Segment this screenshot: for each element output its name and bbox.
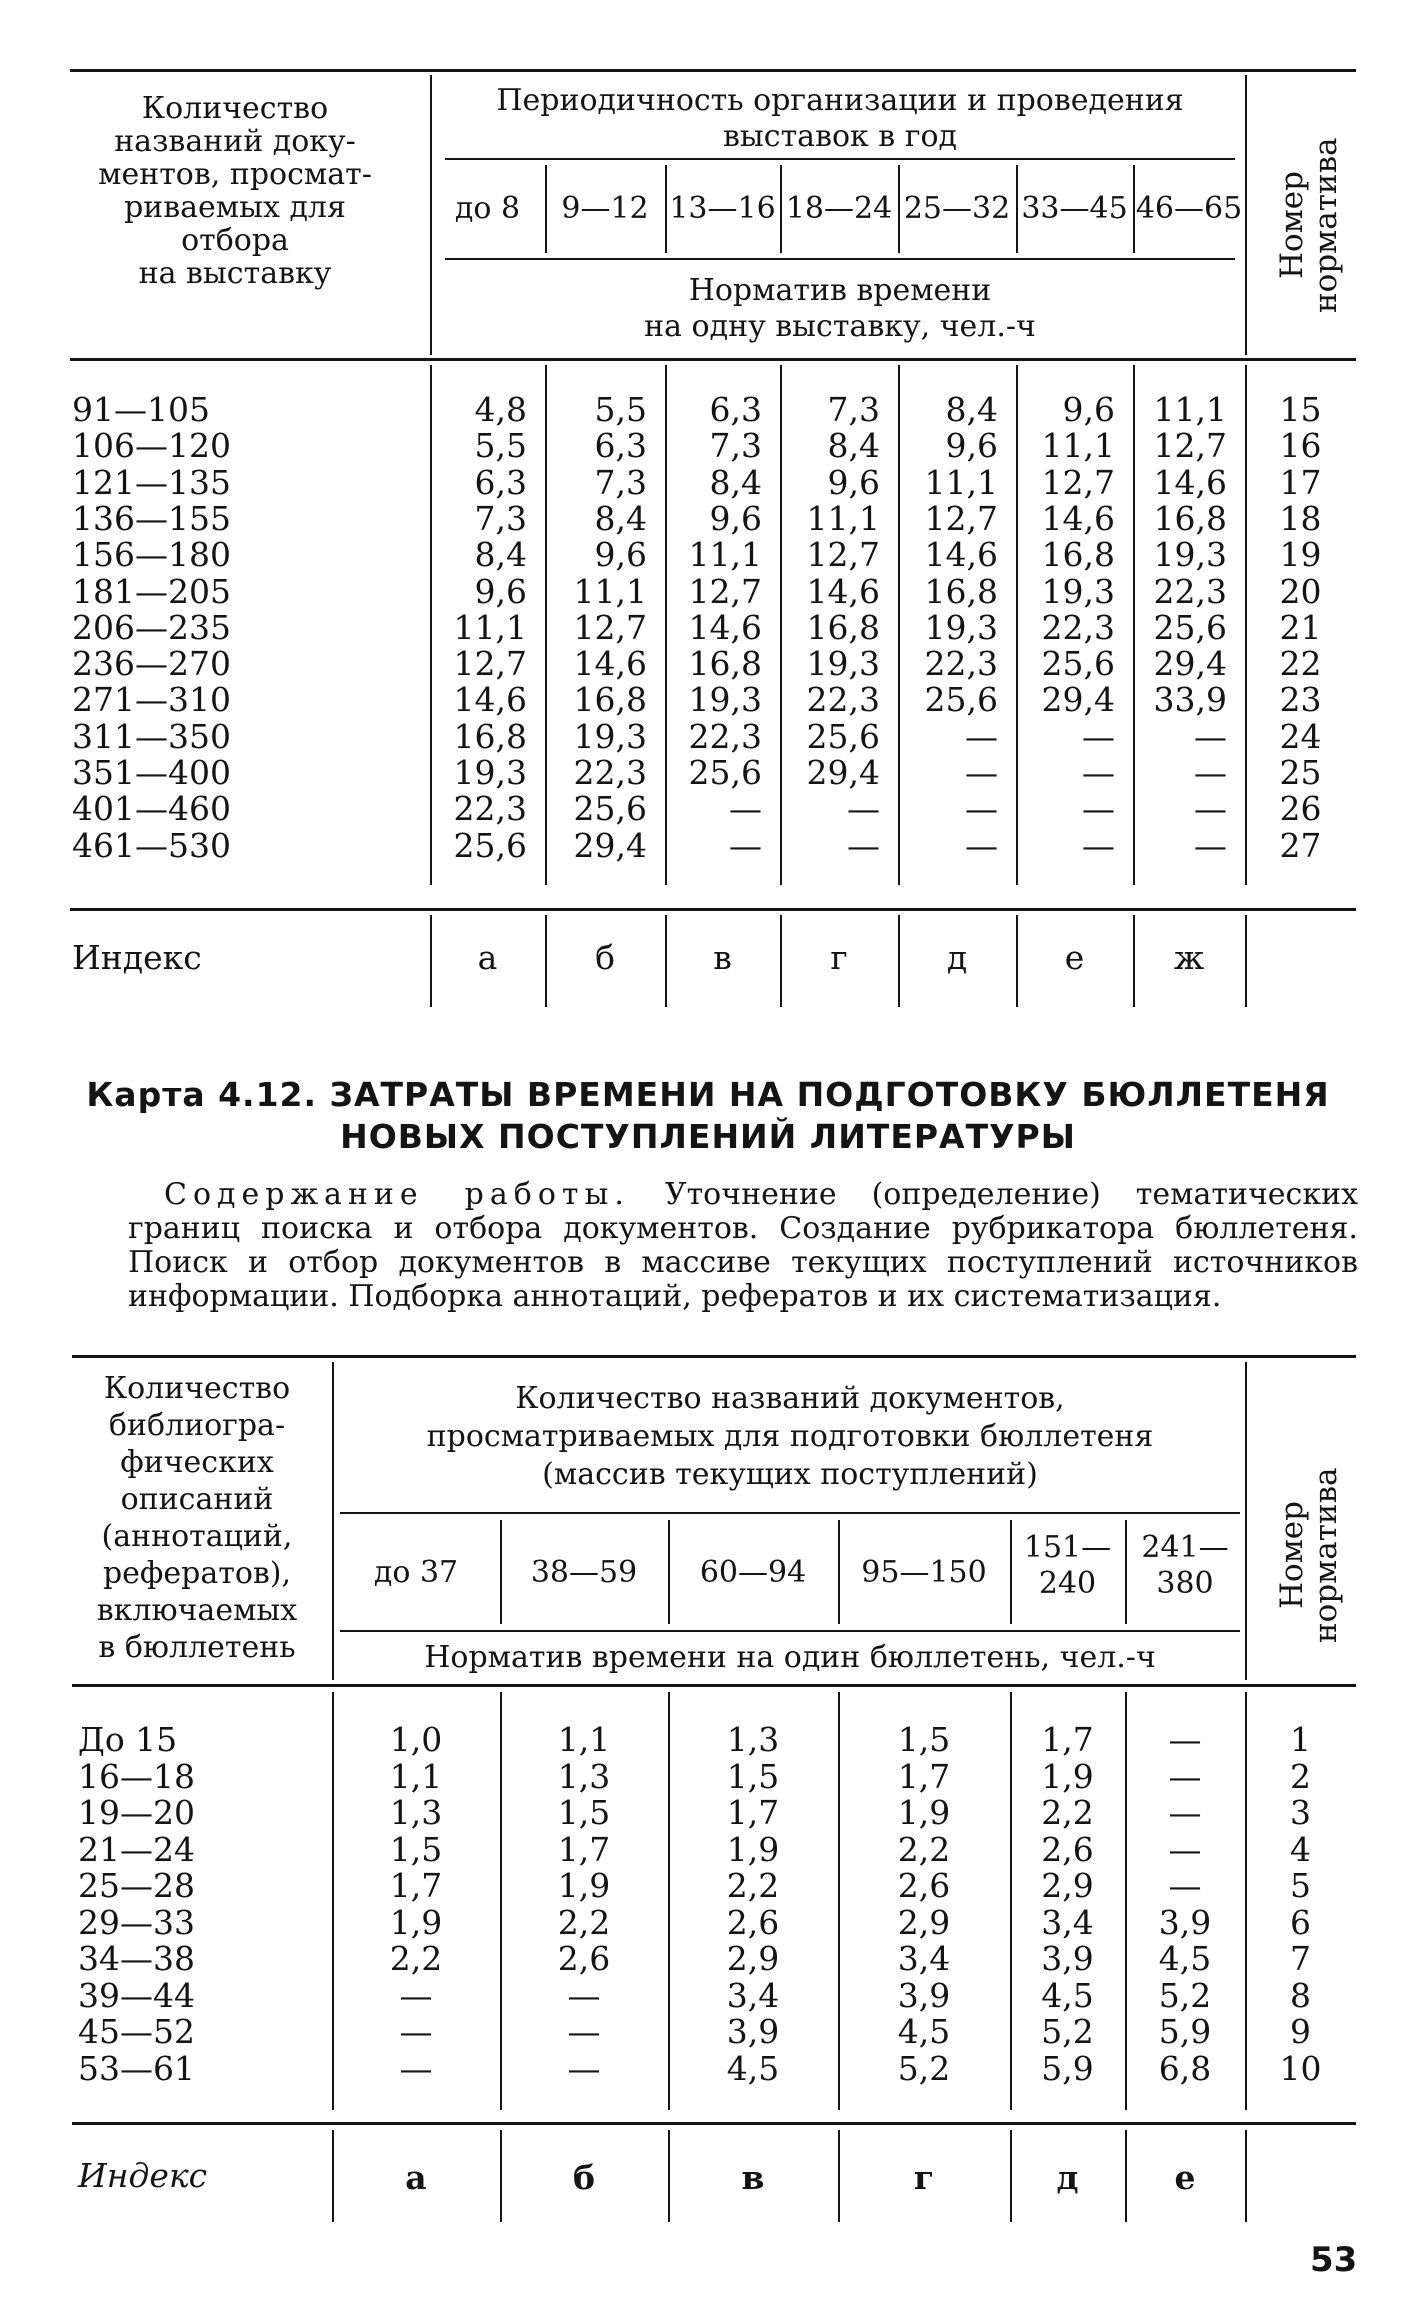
table-cell: 1,9 xyxy=(726,1830,780,1869)
norm-number: 2 xyxy=(1290,1757,1311,1796)
table-cell: — xyxy=(1168,1866,1202,1905)
column-header: 46—65 xyxy=(1135,191,1243,226)
norm-number: 19 xyxy=(1279,535,1322,574)
table-cell: 2,2 xyxy=(897,1830,951,1869)
row-label: 106—120 xyxy=(72,426,231,465)
table-body-bottom-rule xyxy=(72,2122,1356,2125)
table-cell: — xyxy=(399,2012,433,2051)
table-cell: 2,2 xyxy=(1041,1793,1094,1832)
table-cell: 2,2 xyxy=(389,1939,443,1978)
column-header: 151— 240 xyxy=(1023,1530,1112,1601)
norm-number: 3 xyxy=(1290,1793,1311,1832)
table-cell: 8,4 xyxy=(594,499,647,538)
table-cell: 1,1 xyxy=(557,1720,611,1759)
table-cell: — xyxy=(729,789,762,828)
table-cell: 3,9 xyxy=(1041,1939,1094,1978)
row-label: 236—270 xyxy=(72,644,231,683)
table-cell: 8,4 xyxy=(945,390,998,429)
norm-number: 26 xyxy=(1279,789,1322,828)
table-cell: 29,4 xyxy=(1041,680,1115,719)
table-cell: 2,6 xyxy=(557,1939,611,1978)
row-label: 53—61 xyxy=(78,2049,195,2088)
index-value: а xyxy=(477,938,498,977)
table-cell: 1,5 xyxy=(897,1720,951,1759)
table-cell: 14,6 xyxy=(573,644,647,683)
table-cell: 25,6 xyxy=(573,789,647,828)
table-cell: 19,3 xyxy=(924,608,998,647)
table-cell: 16,8 xyxy=(573,680,647,719)
row-label: 461—530 xyxy=(72,826,231,865)
table-cell: 19,3 xyxy=(573,717,647,756)
table-cell: 7,3 xyxy=(594,463,647,502)
table-cell: 12,7 xyxy=(453,644,527,683)
table-cell: 1,7 xyxy=(1041,1720,1094,1759)
index-value: г xyxy=(913,2158,935,2197)
table-cell: 29,4 xyxy=(806,753,880,792)
index-value: а xyxy=(405,2158,427,2197)
table-cell: 1,3 xyxy=(389,1793,443,1832)
row-label: 351—400 xyxy=(72,753,231,792)
table-cell: 4,8 xyxy=(474,390,527,429)
card-title-line1: Карта 4.12. ЗАТРАТЫ ВРЕМЕНИ НА ПОДГОТОВКУ БЮЛЛЕТЕНЯ xyxy=(86,1075,1330,1114)
table-cell: 1,7 xyxy=(389,1866,443,1905)
row-label: 29—33 xyxy=(78,1903,195,1942)
table-cell: 5,9 xyxy=(1158,2012,1212,2051)
table-cell: 2,9 xyxy=(726,1939,780,1978)
table-cell: 7,3 xyxy=(827,390,880,429)
header-divider xyxy=(332,1362,334,1680)
table-cell: — xyxy=(729,826,762,865)
table-cell: 22,3 xyxy=(1153,572,1227,611)
row-label: 136—155 xyxy=(72,499,231,538)
table-cell: 11,1 xyxy=(806,499,880,538)
column-header: до 8 xyxy=(454,191,521,226)
table-cell: — xyxy=(399,2049,433,2088)
table-cell: — xyxy=(1168,1830,1202,1869)
group-header: Количество названий документов, просматриваемых для подготовки бюллетеня (массив текущих поступлений) xyxy=(426,1381,1154,1492)
row-label: 21—24 xyxy=(78,1830,195,1869)
column-header: 18—24 xyxy=(785,191,893,226)
table-cell: 25,6 xyxy=(688,753,762,792)
table-cell: 16,8 xyxy=(1153,499,1227,538)
table-cell: 12,7 xyxy=(806,535,880,574)
table-cell: 3,9 xyxy=(1158,1903,1212,1942)
table-cell: 9,6 xyxy=(827,463,880,502)
table-cell: — xyxy=(965,789,998,828)
table-cell: 9,6 xyxy=(594,535,647,574)
table-cell: 19,3 xyxy=(806,644,880,683)
table-cell: 1,0 xyxy=(389,1720,443,1759)
norm-number: 7 xyxy=(1290,1939,1311,1978)
row-label: 39—44 xyxy=(78,1976,195,2015)
index-value: ж xyxy=(1173,938,1205,977)
table-cell: 11,1 xyxy=(924,463,998,502)
table-cell: 2,6 xyxy=(897,1866,951,1905)
table-cell: 14,6 xyxy=(1041,499,1115,538)
table-cell: — xyxy=(847,826,880,865)
table-cell: 1,5 xyxy=(389,1830,443,1869)
table-cell: 19,3 xyxy=(1041,572,1115,611)
table-cell: 12,7 xyxy=(1153,426,1227,465)
table-cell: 4,5 xyxy=(897,2012,951,2051)
table-cell: 12,7 xyxy=(573,608,647,647)
table-cell: 2,9 xyxy=(897,1903,951,1942)
norm-number: 5 xyxy=(1290,1866,1311,1905)
table-cell: 4,5 xyxy=(1041,1976,1094,2015)
table-cell: 6,3 xyxy=(709,390,762,429)
table-cell: 1,5 xyxy=(726,1757,780,1796)
table-cell: 16,8 xyxy=(806,608,880,647)
table-cell: — xyxy=(965,717,998,756)
table-cell: 12,7 xyxy=(688,572,762,611)
table-cell: 5,5 xyxy=(594,390,647,429)
row-label: 401—460 xyxy=(72,789,231,828)
table-cell: 22,3 xyxy=(688,717,762,756)
index-label: Индекс xyxy=(72,938,202,977)
index-column-rule xyxy=(1245,2130,1247,2222)
row-label: 16—18 xyxy=(78,1757,195,1796)
work-content-label: Содержание работы. xyxy=(164,1177,630,1212)
unit-header: Норматив времени на одну выставку, чел.-ч xyxy=(644,273,1036,344)
table-cell: 3,4 xyxy=(726,1976,780,2015)
table-cell: 8,4 xyxy=(827,426,880,465)
norm-number: 1 xyxy=(1290,1720,1311,1759)
table-cell: 12,7 xyxy=(1041,463,1115,502)
norm-number-header: Номер норматива xyxy=(1274,1467,1344,1643)
norm-number: 8 xyxy=(1290,1976,1311,2015)
table-cell: 4,5 xyxy=(1158,1939,1212,1978)
table-cell: 1,1 xyxy=(389,1757,443,1796)
table-cell: 9,6 xyxy=(709,499,762,538)
index-value: б xyxy=(572,2158,595,2197)
row-label: До 15 xyxy=(78,1720,178,1759)
table-cell: 19,3 xyxy=(1153,535,1227,574)
table-cell: 5,9 xyxy=(1041,2049,1094,2088)
norm-number: 25 xyxy=(1279,753,1322,792)
table-cell: — xyxy=(1082,717,1115,756)
table-cell: 22,3 xyxy=(1041,608,1115,647)
index-value: е xyxy=(1174,2158,1196,2197)
table-cell: 22,3 xyxy=(924,644,998,683)
table-cell: — xyxy=(1082,789,1115,828)
table-cell: 14,6 xyxy=(688,608,762,647)
table-header-rule xyxy=(70,358,1356,361)
table-cell: 5,2 xyxy=(897,2049,951,2088)
table-cell: 3,9 xyxy=(897,1976,951,2015)
table-cell: 14,6 xyxy=(1153,463,1227,502)
table-cell: — xyxy=(1194,826,1227,865)
work-content-paragraph xyxy=(128,1178,1358,1314)
corner-header: Количество названий доку- ментов, просмат- риваемых для отбора на выставку xyxy=(98,91,372,291)
table-cell: 1,9 xyxy=(897,1793,951,1832)
column-header: 33—45 xyxy=(1021,191,1128,226)
norm-number: 22 xyxy=(1279,644,1322,683)
table-cell: 3,4 xyxy=(1041,1903,1094,1942)
subheader-rule xyxy=(340,1630,1240,1632)
row-label: 271—310 xyxy=(72,680,231,719)
table-cell: — xyxy=(567,1976,601,2015)
norm-number: 27 xyxy=(1279,826,1322,865)
column-header: 241— 380 xyxy=(1141,1530,1229,1601)
norm-number: 4 xyxy=(1290,1830,1311,1869)
card-title-line2: НОВЫХ ПОСТУПЛЕНИЙ ЛИТЕРАТУРЫ xyxy=(340,1117,1076,1156)
row-label: 19—20 xyxy=(78,1793,195,1832)
table-cell: 29,4 xyxy=(573,826,647,865)
table-top-rule xyxy=(70,69,1356,72)
norm-number: 23 xyxy=(1279,680,1322,719)
row-label: 91—105 xyxy=(72,390,210,429)
column-header: 9—12 xyxy=(561,191,649,226)
table-cell: 7,3 xyxy=(474,499,527,538)
column-header: 25—32 xyxy=(903,191,1011,226)
table-cell: 11,1 xyxy=(453,608,527,647)
table-cell: — xyxy=(567,2049,601,2088)
table-cell: — xyxy=(1194,753,1227,792)
table-cell: 9,6 xyxy=(945,426,998,465)
table-cell: — xyxy=(399,1976,433,2015)
table-cell: — xyxy=(965,753,998,792)
norm-number: 15 xyxy=(1279,390,1322,429)
row-label: 181—205 xyxy=(72,572,231,611)
row-label: 25—28 xyxy=(78,1866,195,1905)
column-header: 13—16 xyxy=(669,191,776,226)
table-cell: 16,8 xyxy=(453,717,527,756)
index-value: в xyxy=(741,2158,765,2197)
table-cell: 14,6 xyxy=(924,535,998,574)
table-cell: — xyxy=(1168,1757,1202,1796)
table-body-bottom-rule xyxy=(70,908,1356,911)
table-cell: 25,6 xyxy=(924,680,998,719)
table-cell: 14,6 xyxy=(806,572,880,611)
norm-number: 10 xyxy=(1279,2049,1322,2088)
norm-number: 18 xyxy=(1279,499,1322,538)
table-cell: 1,7 xyxy=(726,1793,780,1832)
norm-number: 6 xyxy=(1290,1903,1311,1942)
row-label: 311—350 xyxy=(72,717,231,756)
table-cell: — xyxy=(965,826,998,865)
row-label: 121—135 xyxy=(72,463,231,502)
table-cell: 16,8 xyxy=(924,572,998,611)
table-cell: 9,6 xyxy=(474,572,527,611)
table-cell: — xyxy=(1082,826,1115,865)
table-cell: — xyxy=(1168,1720,1202,1759)
subheader-rule xyxy=(445,258,1235,260)
table-cell: 2,2 xyxy=(726,1866,780,1905)
row-label: 206—235 xyxy=(72,608,231,647)
table-cell: 22,3 xyxy=(453,789,527,828)
table-cell: 1,9 xyxy=(389,1903,443,1942)
norm-number: 16 xyxy=(1279,426,1322,465)
norm-number-header: Номер норматива xyxy=(1274,137,1344,313)
table-header-rule xyxy=(72,1684,1356,1687)
table-cell: 22,3 xyxy=(573,753,647,792)
table-cell: 4,5 xyxy=(726,2049,780,2088)
index-value: д xyxy=(1056,2158,1079,2197)
index-value: д xyxy=(946,938,968,977)
table-cell: 1,3 xyxy=(557,1757,611,1796)
index-column-rule xyxy=(1245,915,1247,1007)
table-cell: 25,6 xyxy=(1041,644,1115,683)
index-value: е xyxy=(1064,938,1085,977)
table-cell: 1,9 xyxy=(1041,1757,1094,1796)
table-cell: — xyxy=(1194,717,1227,756)
row-label: 156—180 xyxy=(72,535,231,574)
unit-header: Норматив времени на один бюллетень, чел.-ч xyxy=(424,1640,1156,1675)
table-cell: 3,9 xyxy=(726,2012,780,2051)
table-cell: 19,3 xyxy=(453,753,527,792)
table-cell: 1,7 xyxy=(897,1757,951,1796)
table-cell: 2,6 xyxy=(726,1903,780,1942)
table-cell: 5,5 xyxy=(474,426,527,465)
row-label: 45—52 xyxy=(78,2012,195,2051)
table-cell: 19,3 xyxy=(688,680,762,719)
table-cell: 5,2 xyxy=(1158,1976,1212,2015)
table-cell: 5,2 xyxy=(1041,2012,1094,2051)
column-header: до 37 xyxy=(373,1555,459,1590)
page-number: 53 xyxy=(1310,2240,1358,2280)
group-header-rule xyxy=(445,158,1235,160)
table-cell: 2,6 xyxy=(1041,1830,1094,1869)
corner-header: Количество библиогра- фических описаний (аннотаций, рефератов), включаемых в бюллетень xyxy=(96,1371,298,1665)
table-cell: 6,3 xyxy=(594,426,647,465)
column-header: 95—150 xyxy=(861,1555,987,1590)
table-cell: 11,1 xyxy=(688,535,762,574)
column-header: 38—59 xyxy=(530,1555,638,1590)
table-cell: 22,3 xyxy=(806,680,880,719)
index-value: б xyxy=(595,938,615,977)
index-value: в xyxy=(713,938,732,977)
group-header-rule xyxy=(340,1512,1240,1514)
table-cell: 2,9 xyxy=(1041,1866,1094,1905)
table-cell: 1,7 xyxy=(557,1830,611,1869)
table-cell: — xyxy=(567,2012,601,2051)
table-cell: — xyxy=(1194,789,1227,828)
table-cell: 6,8 xyxy=(1158,2049,1212,2088)
table-cell: 14,6 xyxy=(453,680,527,719)
norm-number: 17 xyxy=(1279,463,1322,502)
index-label: Индекс xyxy=(78,2156,208,2195)
table-cell: 16,8 xyxy=(1041,535,1115,574)
index-value: г xyxy=(830,938,848,977)
table-cell: 8,4 xyxy=(474,535,527,574)
table-cell: 1,9 xyxy=(557,1866,611,1905)
norm-col-divider xyxy=(1245,1362,1247,1680)
table-cell: 9,6 xyxy=(1062,390,1115,429)
table-cell: 12,7 xyxy=(924,499,998,538)
table-cell: 2,2 xyxy=(557,1903,611,1942)
norm-number: 20 xyxy=(1279,572,1322,611)
column-header: 60—94 xyxy=(699,1555,807,1590)
table-cell: 7,3 xyxy=(709,426,762,465)
table-cell: 6,3 xyxy=(474,463,527,502)
norm-number: 9 xyxy=(1290,2012,1311,2051)
norm-col-divider xyxy=(1245,75,1247,355)
norm-number: 24 xyxy=(1279,717,1322,756)
group-header: Периодичность организации и проведения выставок в год xyxy=(496,83,1184,154)
table-cell: 8,4 xyxy=(709,463,762,502)
table-cell: 29,4 xyxy=(1153,644,1227,683)
table-cell: 1,5 xyxy=(557,1793,611,1832)
table-cell: 16,8 xyxy=(688,644,762,683)
table-cell: 25,6 xyxy=(806,717,880,756)
table-cell: — xyxy=(1168,1793,1202,1832)
table-cell: 25,6 xyxy=(1153,608,1227,647)
norm-number: 21 xyxy=(1279,608,1322,647)
work-content-text: Уточнение (определение) тематических границ поиска и отбора документов. Создание рубрикатора бюллетеня. Поиск и отбор документов в массиве текущих поступлений источников информации. Подборка аннотаций, рефератов и их систематизация. xyxy=(128,1177,1358,1314)
table-cell: 25,6 xyxy=(453,826,527,865)
row-label: 34—38 xyxy=(78,1939,195,1978)
table-cell: 1,3 xyxy=(726,1720,780,1759)
table-cell: 11,1 xyxy=(1041,426,1115,465)
table-cell: 11,1 xyxy=(1153,390,1227,429)
table-cell: 33,9 xyxy=(1153,680,1227,719)
table-cell: — xyxy=(1082,753,1115,792)
table-cell: — xyxy=(847,789,880,828)
table-cell: 3,4 xyxy=(897,1939,951,1978)
table-cell: 11,1 xyxy=(573,572,647,611)
table-top-rule xyxy=(72,1355,1356,1358)
